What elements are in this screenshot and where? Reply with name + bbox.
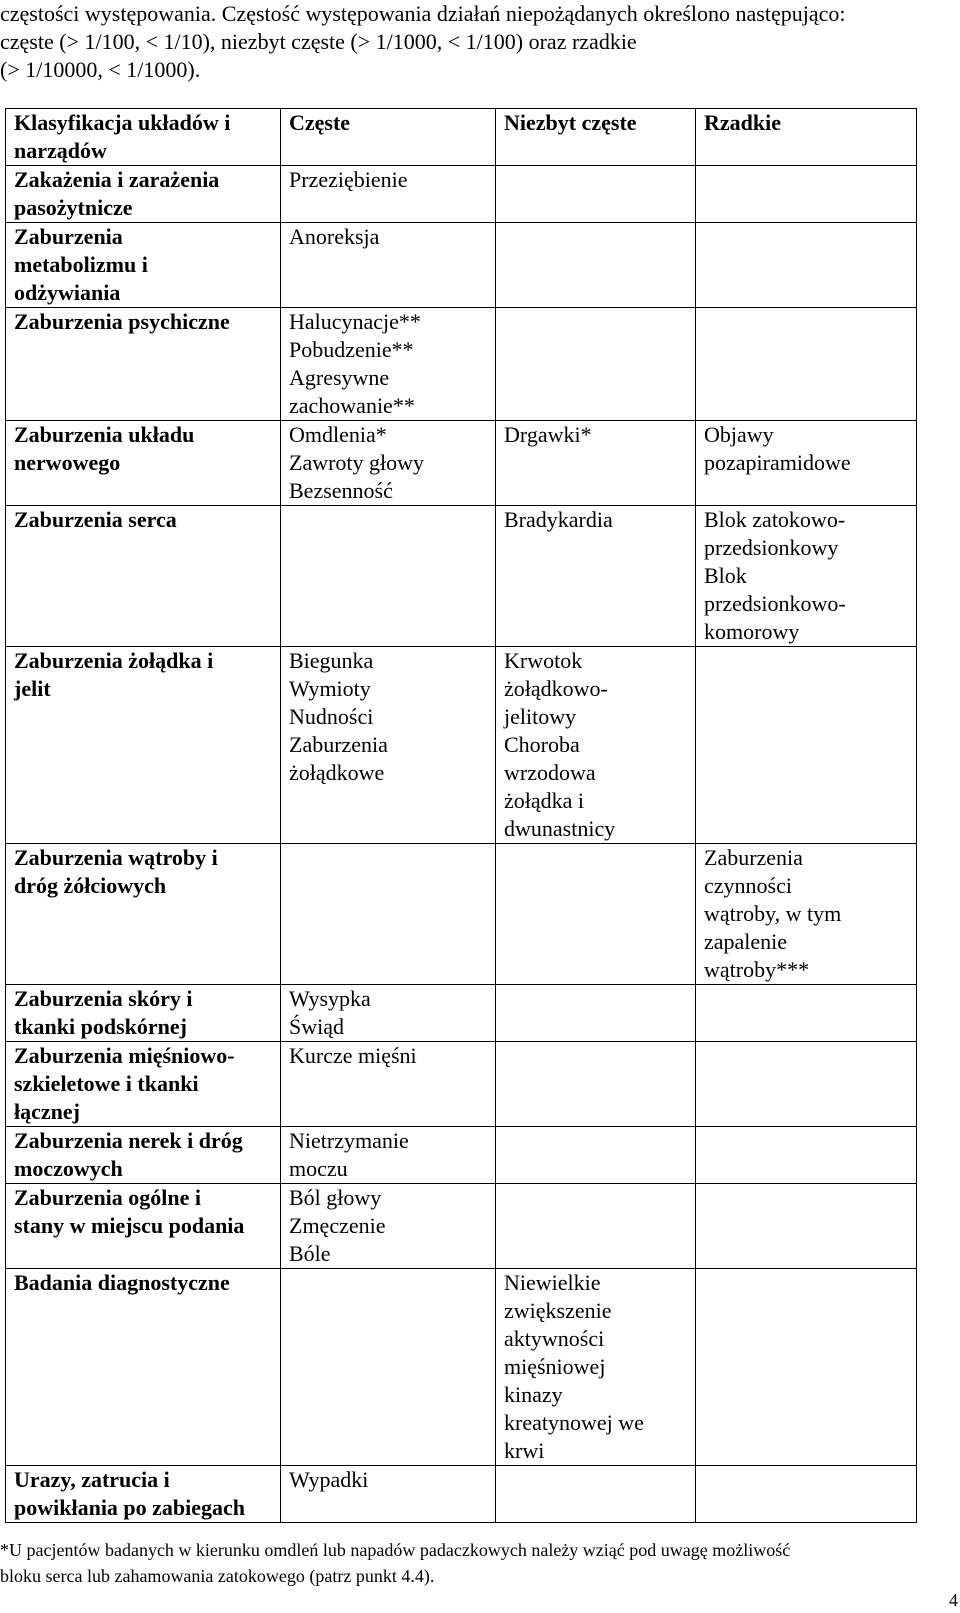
footnote-line: bloku serca lub zahamowania zatokowego (patrz punkt 4.4).: [0, 1566, 435, 1586]
cell-soc: [6, 647, 281, 844]
cell-uncommon: [496, 1269, 696, 1466]
cell-line: Zaburzenia ogólne i: [14, 1185, 202, 1210]
cell-line: kinazy: [504, 1382, 563, 1407]
cell-soc: [6, 506, 281, 647]
cell-line: Zaburzenia: [704, 845, 803, 870]
cell-line: Zaburzenia mięśniowo-: [14, 1043, 235, 1068]
cell-soc: [6, 223, 281, 308]
cell-line: Bezsenność: [289, 478, 393, 503]
cell-line: Świąd: [289, 1014, 344, 1039]
table-row: [6, 506, 917, 647]
cell-common: [281, 1042, 496, 1127]
cell-line: Zaburzenia skóry i: [14, 986, 193, 1011]
cell-soc: [6, 1042, 281, 1127]
cell-uncommon: [496, 223, 696, 308]
cell-line: wątroby***: [704, 957, 810, 982]
cell-line: Blok zatokowo-: [704, 507, 846, 532]
cell-common: [281, 1269, 496, 1466]
cell-line: aktywności: [504, 1326, 605, 1351]
cell-soc: [6, 844, 281, 985]
cell-line: wątroby, w tym: [704, 901, 842, 926]
cell-line: Objawy: [704, 422, 774, 447]
intro-paragraph: [0, 0, 955, 84]
cell-line: Halucynacje**: [289, 309, 421, 334]
cell-soc: [6, 421, 281, 506]
cell-line: Omdlenia*: [289, 422, 387, 447]
cell-line: Bóle: [289, 1241, 331, 1266]
cell-common: [281, 1127, 496, 1184]
cell-line: szkieletowe i tkanki: [14, 1071, 199, 1096]
cell-soc: [6, 985, 281, 1042]
intro-line: częste (> 1/100, < 1/10), niezbyt częste (> 1/1000, < 1/100) oraz rzadkie: [0, 29, 637, 54]
cell-uncommon: [496, 506, 696, 647]
cell-line: Biegunka: [289, 648, 374, 673]
footnote-line: *U pacjentów badanych w kierunku omdleń lub napadów padaczkowych należy wziąć pod uwagę możliwość: [0, 1540, 791, 1560]
cell-common: [281, 1184, 496, 1269]
cell-line: Blok: [704, 563, 747, 588]
cell-line: Wypadki: [289, 1467, 369, 1492]
cell-line: Zaburzenia żołądka i: [14, 648, 214, 673]
cell-common: [281, 1466, 496, 1523]
cell-line: mięśniowej: [504, 1354, 606, 1379]
cell-line: Wymioty: [289, 676, 371, 701]
table-row: [6, 223, 917, 308]
table-row: [6, 166, 917, 223]
cell-rare: [696, 1466, 917, 1523]
header-uncommon: Niezbyt częste: [496, 109, 696, 166]
cell-line: Zawroty głowy: [289, 450, 425, 475]
cell-line: Nudności: [289, 704, 374, 729]
cell-line: Agresywne: [289, 365, 390, 390]
cell-rare: [696, 1269, 917, 1466]
cell-line: tkanki podskórnej: [14, 1014, 188, 1039]
cell-line: pasożytnicze: [14, 195, 133, 220]
cell-uncommon: [496, 985, 696, 1042]
cell-line: Choroba: [504, 732, 580, 757]
cell-common: [281, 985, 496, 1042]
cell-common: [281, 308, 496, 421]
header-rare: Rzadkie: [696, 109, 917, 166]
cell-line: Ból głowy: [289, 1185, 382, 1210]
cell-common: [281, 223, 496, 308]
cell-uncommon: [496, 166, 696, 223]
intro-line: częstości występowania. Częstość występowania działań niepożądanych określono następująco:: [0, 1, 846, 26]
cell-common: [281, 421, 496, 506]
cell-common: [281, 647, 496, 844]
cell-common: [281, 166, 496, 223]
table-row: [6, 844, 917, 985]
cell-rare: [696, 506, 917, 647]
cell-rare: [696, 1127, 917, 1184]
cell-rare: [696, 985, 917, 1042]
adverse-reactions-table: [5, 108, 917, 1523]
cell-line: Zmęczenie: [289, 1213, 386, 1238]
cell-line: Zakażenia i zarażenia: [14, 167, 220, 192]
cell-rare: [696, 223, 917, 308]
cell-rare: [696, 166, 917, 223]
cell-line: zwiększenie: [504, 1298, 612, 1323]
header-soc: Klasyfikacja układów i narządów: [6, 109, 281, 166]
cell-line: Niewielkie: [504, 1270, 601, 1295]
table-row: [6, 308, 917, 421]
cell-line: żołądkowe: [289, 760, 385, 785]
cell-line: żołądkowo-: [504, 676, 608, 701]
cell-line: wrzodowa: [504, 760, 596, 785]
cell-uncommon: [496, 308, 696, 421]
cell-line: Urazy, zatrucia i: [14, 1467, 170, 1492]
cell-line: Anoreksja: [289, 224, 380, 249]
table-row: [6, 985, 917, 1042]
cell-line: moczowych: [14, 1156, 123, 1181]
cell-line: Zaburzenia nerek i dróg: [14, 1128, 243, 1153]
cell-soc: [6, 1269, 281, 1466]
cell-line: przedsionkowy: [704, 535, 839, 560]
cell-line: Kurcze mięśni: [289, 1043, 417, 1068]
cell-line: Zaburzenia układu: [14, 422, 195, 447]
cell-uncommon: [496, 647, 696, 844]
page-number: 4: [949, 1590, 958, 1610]
cell-uncommon: [496, 1042, 696, 1127]
table-row: [6, 1184, 917, 1269]
cell-line: zachowanie**: [289, 393, 415, 418]
table-row: [6, 1042, 917, 1127]
cell-line: Zaburzenia psychiczne: [14, 309, 230, 334]
footnote: [0, 1537, 955, 1589]
cell-line: Bradykardia: [504, 507, 613, 532]
cell-rare: [696, 647, 917, 844]
cell-uncommon: [496, 1184, 696, 1269]
intro-line: (> 1/10000, < 1/1000).: [0, 57, 201, 82]
cell-line: dwunastnicy: [504, 816, 616, 841]
cell-line: odżywiania: [14, 280, 121, 305]
cell-uncommon: [496, 421, 696, 506]
table-row: [6, 1466, 917, 1523]
cell-soc: [6, 1184, 281, 1269]
cell-line: dróg żółciowych: [14, 873, 167, 898]
cell-line: powikłania po zabiegach: [14, 1495, 246, 1520]
cell-line: komorowy: [704, 619, 800, 644]
table-row: [6, 1127, 917, 1184]
cell-uncommon: [496, 1466, 696, 1523]
header-common: Częste: [281, 109, 496, 166]
table-header-row: [6, 109, 917, 166]
cell-line: przedsionkowo-: [704, 591, 846, 616]
cell-line: jelit: [14, 676, 51, 701]
cell-common: [281, 506, 496, 647]
cell-rare: [696, 1184, 917, 1269]
cell-line: Nietrzymanie: [289, 1128, 409, 1153]
cell-rare: [696, 308, 917, 421]
cell-line: Wysypka: [289, 986, 371, 1011]
cell-line: moczu: [289, 1156, 348, 1181]
cell-line: łącznej: [14, 1099, 80, 1124]
cell-uncommon: [496, 844, 696, 985]
cell-rare: [696, 1042, 917, 1127]
cell-rare: [696, 421, 917, 506]
cell-line: żołądka i: [504, 788, 585, 813]
cell-soc: [6, 1466, 281, 1523]
cell-rare: [696, 844, 917, 985]
table-row: [6, 647, 917, 844]
table-row: [6, 1269, 917, 1466]
cell-line: stany w miejscu podania: [14, 1213, 245, 1238]
cell-line: Krwotok: [504, 648, 583, 673]
cell-line: Zaburzenia: [14, 224, 123, 249]
cell-line: kreatynowej we: [504, 1410, 644, 1435]
cell-line: Pobudzenie**: [289, 337, 414, 362]
cell-line: Drgawki*: [504, 422, 592, 447]
cell-line: Zaburzenia: [289, 732, 388, 757]
table-row: [6, 421, 917, 506]
cell-line: Przeziębienie: [289, 167, 408, 192]
cell-uncommon: [496, 1127, 696, 1184]
cell-line: metabolizmu i: [14, 252, 148, 277]
cell-line: Zaburzenia serca: [14, 507, 177, 532]
cell-soc: [6, 1127, 281, 1184]
cell-line: pozapiramidowe: [704, 450, 851, 475]
cell-line: jelitowy: [504, 704, 577, 729]
cell-soc: [6, 308, 281, 421]
cell-common: [281, 844, 496, 985]
cell-line: Badania diagnostyczne: [14, 1270, 230, 1295]
cell-line: nerwowego: [14, 450, 121, 475]
table-body: [6, 166, 917, 1523]
cell-line: krwi: [504, 1438, 545, 1463]
cell-line: Zaburzenia wątroby i: [14, 845, 218, 870]
cell-line: zapalenie: [704, 929, 788, 954]
cell-line: czynności: [704, 873, 792, 898]
cell-soc: [6, 166, 281, 223]
